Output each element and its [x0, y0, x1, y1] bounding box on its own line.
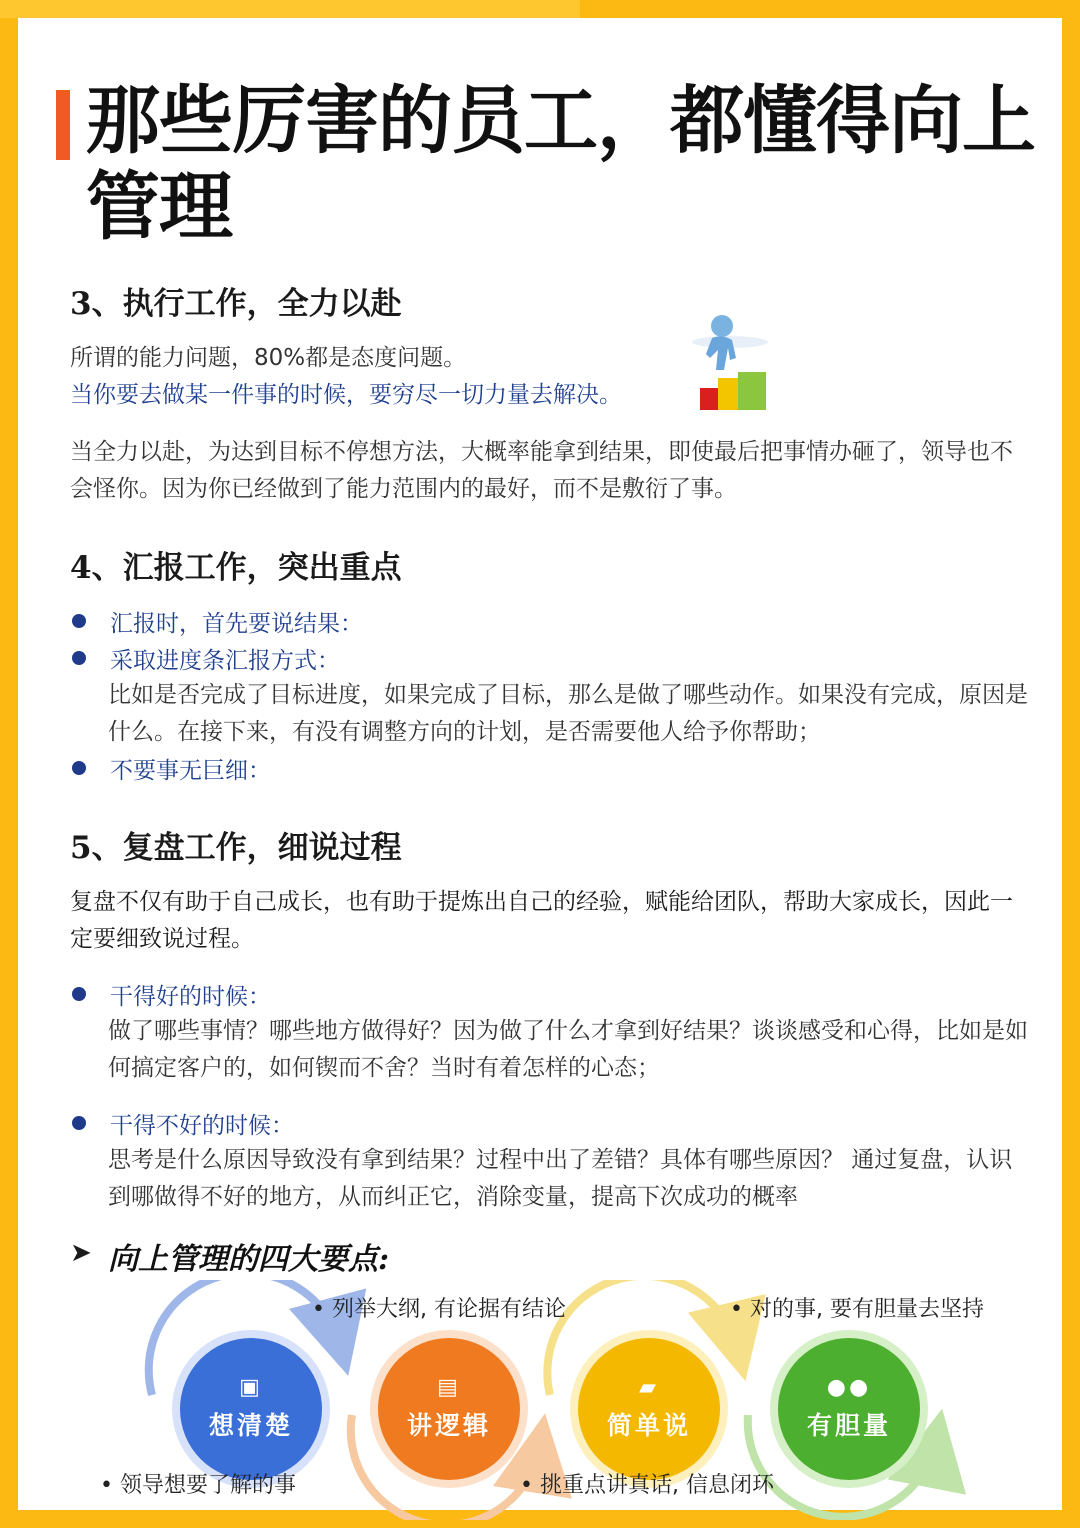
circle-think-clearly — [180, 1338, 322, 1480]
circle-label: 有胆量 — [806, 1411, 891, 1440]
circle-label: 讲逻辑 — [406, 1411, 491, 1440]
bullet-icon — [72, 987, 86, 1001]
section-3-paragraph: 当全力以赴，为达到目标不停想方法，大概率能拿到结果，即使最后把事情办砸了，领导也不会怪你。因为你已经做到了能力范围内的最好，而不是敷衍了事。 — [70, 439, 1013, 502]
circle-speak-simply — [578, 1338, 720, 1480]
section-3-line-2: 当你要去做某一件事的时候，要穷尽一切力量去解决。 — [70, 382, 622, 408]
bullet-icon — [72, 761, 86, 775]
section-3-title: 3、执行工作，全力以赴 — [70, 286, 402, 322]
section-5-item-2: 干得不好的时候： — [110, 1113, 294, 1139]
bullet-icon — [72, 651, 86, 665]
document-icon: ▤ — [437, 1375, 461, 1400]
keypoints-title: 向上管理的四大要点: — [108, 1242, 390, 1277]
users-icon: ●● — [826, 1375, 872, 1400]
folder-icon: ▰ — [639, 1375, 659, 1400]
note-2: • 列举大纲, 有论据有结论 — [312, 1292, 566, 1323]
section-5-intro: 复盘不仅有助于自己成长，也有助于提炼出自己的经验，赋能给团队，帮助大家成长，因此一定要细致说过程。 — [70, 889, 1013, 952]
section-5-title: 5、复盘工作，细说过程 — [70, 830, 402, 866]
section-4-item-3: 不要事无巨细： — [110, 758, 271, 784]
bullet-icon — [72, 614, 86, 628]
circle-courage — [778, 1338, 920, 1480]
section-4-title: 4、汇报工作，突出重点 — [70, 550, 402, 586]
page-title: 那些厉害的员工，都懂得向上管理 — [86, 78, 1035, 250]
section-3-line-1: 所谓的能力问题，80%都是态度问题。 — [70, 345, 467, 371]
border-accent — [0, 0, 580, 18]
section-4-item-2-detail: 比如是否完成了目标进度，如果完成了目标，那么是做了哪些动作。如果没有完成，原因是什么。在接下来，有没有调整方向的计划，是否需要他人给予你帮助； — [108, 682, 1028, 745]
note-3: • 挑重点讲真话, 信息闭环 — [520, 1468, 774, 1499]
section-5-item-1: 干得好的时候： — [110, 984, 271, 1010]
bullet-icon — [72, 1116, 86, 1130]
section-5-item-2-detail: 思考是什么原因导致没有拿到结果？过程中出了差错？具体有哪些原因？ 通过复盘，认识到哪做得不好的地方，从而纠正它，消除变量，提高下次成功的概率 — [108, 1147, 1013, 1210]
note-1: • 领导想要了解的事 — [100, 1468, 296, 1499]
section-4-item-2: 采取进度条汇报方式： — [110, 648, 340, 674]
section-5-item-1-detail: 做了哪些事情？哪些地方做得好？因为做了什么才拿到好结果？谈谈感受和心得，比如是如何搞定客户的，如何锲而不舍？当时有着怎样的心态； — [108, 1018, 1028, 1081]
circle-label: 想清楚 — [208, 1411, 293, 1440]
clipboard-icon: ▣ — [239, 1375, 263, 1400]
circle-label: 简单说 — [606, 1411, 691, 1440]
note-4: • 对的事, 要有胆量去坚持 — [730, 1292, 984, 1323]
title-accent-bar — [56, 90, 70, 160]
section-4-item-1: 汇报时，首先要说结果： — [110, 611, 363, 637]
circle-logic — [378, 1338, 520, 1480]
arrow-right-icon: ➤ — [70, 1238, 92, 1268]
climbing-person-icon — [690, 312, 770, 412]
